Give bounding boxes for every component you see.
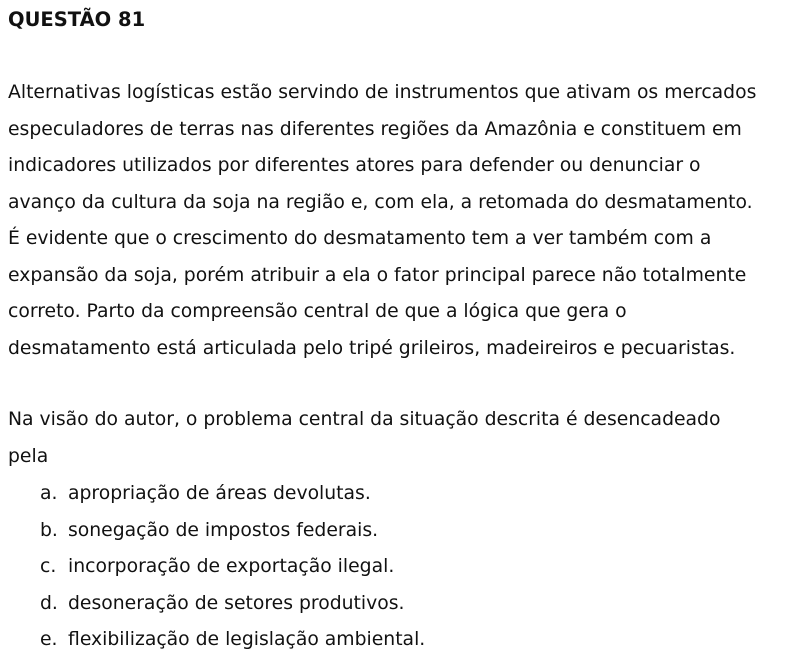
option-text: incorporação de exportação ilegal. (68, 556, 395, 577)
answer-option-a[interactable] (40, 476, 425, 513)
answer-option-d[interactable] (40, 586, 425, 623)
option-letter: a. (40, 483, 58, 504)
passage-line: especuladores de terras nas diferentes regiões da Amazônia e constituem em (8, 118, 742, 140)
answer-option-e[interactable] (40, 622, 425, 659)
option-letter: b. (40, 519, 58, 541)
passage-line: É evidente que o crescimento do desmatamento tem a ver também com a (8, 228, 712, 249)
prompt-line: Na visão do autor, o problema central da situação descrita é desencadeado (8, 409, 721, 430)
option-letter: e. (40, 629, 58, 650)
passage-line: indicadores utilizados por diferentes atores para defender ou denunciar o (8, 155, 701, 176)
passage-line: expansão da soja, porém atribuir a ela o fator principal parece não totalmente (8, 264, 747, 286)
option-text: sonegação de impostos federais. (68, 519, 379, 541)
option-text: desoneração de setores produtivos. (68, 592, 405, 614)
answer-options (40, 476, 425, 659)
passage-line: correto. Parto da compreensão central de que a lógica que gera o (8, 301, 627, 322)
passage-line: Alternativas logísticas estão servindo de instrumentos que ativam os mercados (8, 82, 757, 103)
option-text: apropriação de áreas devolutas. (68, 483, 371, 504)
passage-line: desmatamento está articulada pelo tripé grileiros, madeireiros e pecuaristas. (8, 337, 736, 359)
prompt-line: pela (8, 445, 49, 467)
question-passage (8, 75, 756, 367)
option-letter: d. (40, 592, 58, 614)
question-prompt (8, 402, 720, 475)
option-letter: c. (40, 556, 57, 577)
answer-option-b[interactable] (40, 513, 425, 550)
answer-option-c[interactable] (40, 549, 425, 586)
passage-line: avanço da cultura da soja na região e, com ela, a retomada do desmatamento. (8, 191, 753, 213)
option-text: flexibilização de legislação ambiental. (68, 629, 426, 650)
question-title: QUESTÃO 81 (8, 8, 146, 31)
